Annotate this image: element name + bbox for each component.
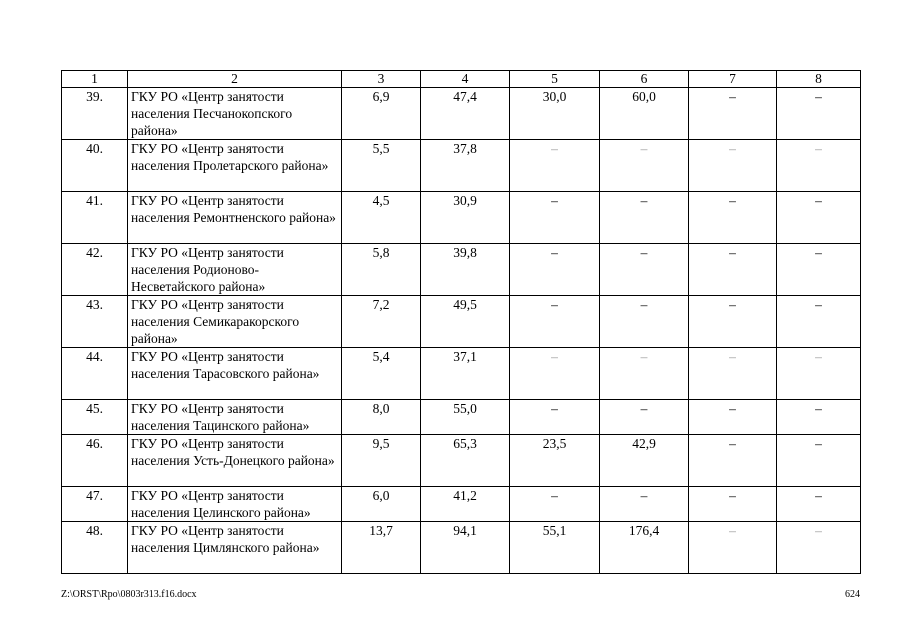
organization-name: ГКУ РО «Центр занятости населения Тарасовского района»	[128, 348, 342, 400]
cell-col3: 13,7	[342, 522, 421, 574]
cell-col5: 55,1	[510, 522, 600, 574]
cell-col4: 37,1	[421, 348, 510, 400]
cell-col7: –	[689, 296, 777, 348]
cell-col8: –	[777, 435, 861, 487]
cell-col8: –	[777, 522, 861, 574]
cell-col5: –	[510, 348, 600, 400]
cell-col3: 6,9	[342, 88, 421, 140]
cell-col4: 49,5	[421, 296, 510, 348]
table-row	[62, 522, 861, 574]
table-row	[62, 348, 861, 400]
cell-col3: 5,8	[342, 244, 421, 296]
table-row	[62, 400, 861, 435]
cell-col5: –	[510, 296, 600, 348]
row-number: 44.	[62, 348, 128, 400]
data-table	[61, 70, 861, 574]
organization-name: ГКУ РО «Центр занятости населения Тацинского района»	[128, 400, 342, 435]
column-header: 8	[777, 71, 861, 88]
cell-col3: 7,2	[342, 296, 421, 348]
organization-name: ГКУ РО «Центр занятости населения Песчанокопского района»	[128, 88, 342, 140]
table-row	[62, 140, 861, 192]
column-header: 4	[421, 71, 510, 88]
cell-col4: 94,1	[421, 522, 510, 574]
cell-col5: 30,0	[510, 88, 600, 140]
column-header: 5	[510, 71, 600, 88]
row-number: 47.	[62, 487, 128, 522]
cell-col6: –	[600, 140, 689, 192]
cell-col6: –	[600, 348, 689, 400]
cell-col6: –	[600, 296, 689, 348]
cell-col8: –	[777, 192, 861, 244]
cell-col6: –	[600, 400, 689, 435]
cell-col3: 5,5	[342, 140, 421, 192]
cell-col3: 4,5	[342, 192, 421, 244]
table-row	[62, 88, 861, 140]
row-number: 39.	[62, 88, 128, 140]
row-number: 43.	[62, 296, 128, 348]
cell-col6: –	[600, 192, 689, 244]
cell-col7: –	[689, 522, 777, 574]
cell-col4: 41,2	[421, 487, 510, 522]
organization-name: ГКУ РО «Центр занятости населения Семикаракорского района»	[128, 296, 342, 348]
cell-col7: –	[689, 400, 777, 435]
row-number: 48.	[62, 522, 128, 574]
cell-col6: –	[600, 487, 689, 522]
cell-col8: –	[777, 244, 861, 296]
page-number: 624	[845, 589, 860, 600]
row-number: 41.	[62, 192, 128, 244]
cell-col4: 37,8	[421, 140, 510, 192]
cell-col5: –	[510, 400, 600, 435]
row-number: 45.	[62, 400, 128, 435]
table-row	[62, 435, 861, 487]
cell-col4: 65,3	[421, 435, 510, 487]
cell-col7: –	[689, 435, 777, 487]
cell-col7: –	[689, 348, 777, 400]
cell-col7: –	[689, 88, 777, 140]
cell-col8: –	[777, 88, 861, 140]
cell-col6: 60,0	[600, 88, 689, 140]
cell-col5: 23,5	[510, 435, 600, 487]
cell-col6: –	[600, 244, 689, 296]
cell-col3: 8,0	[342, 400, 421, 435]
table-row	[62, 192, 861, 244]
row-number: 40.	[62, 140, 128, 192]
cell-col8: –	[777, 487, 861, 522]
cell-col8: –	[777, 400, 861, 435]
row-number: 42.	[62, 244, 128, 296]
cell-col4: 55,0	[421, 400, 510, 435]
table-row	[62, 296, 861, 348]
cell-col7: –	[689, 192, 777, 244]
cell-col5: –	[510, 244, 600, 296]
cell-col4: 30,9	[421, 192, 510, 244]
cell-col3: 5,4	[342, 348, 421, 400]
table-row	[62, 487, 861, 522]
cell-col5: –	[510, 140, 600, 192]
cell-col7: –	[689, 244, 777, 296]
cell-col8: –	[777, 348, 861, 400]
column-header: 7	[689, 71, 777, 88]
table-header-row	[62, 71, 861, 88]
row-number: 46.	[62, 435, 128, 487]
cell-col8: –	[777, 140, 861, 192]
organization-name: ГКУ РО «Центр занятости населения Усть-Донецкого района»	[128, 435, 342, 487]
organization-name: ГКУ РО «Центр занятости населения Родионово-Несветайского района»	[128, 244, 342, 296]
organization-name: ГКУ РО «Центр занятости населения Ремонтненского района»	[128, 192, 342, 244]
organization-name: ГКУ РО «Центр занятости населения Пролетарского района»	[128, 140, 342, 192]
cell-col4: 39,8	[421, 244, 510, 296]
column-header: 6	[600, 71, 689, 88]
organization-name: ГКУ РО «Центр занятости населения Цимлянского района»	[128, 522, 342, 574]
cell-col3: 9,5	[342, 435, 421, 487]
cell-col8: –	[777, 296, 861, 348]
cell-col5: –	[510, 192, 600, 244]
column-header: 3	[342, 71, 421, 88]
table-row	[62, 244, 861, 296]
column-header: 1	[62, 71, 128, 88]
cell-col3: 6,0	[342, 487, 421, 522]
cell-col7: –	[689, 487, 777, 522]
column-header: 2	[128, 71, 342, 88]
cell-col7: –	[689, 140, 777, 192]
cell-col5: –	[510, 487, 600, 522]
file-path-footer: Z:\ORST\Rpo\0803r313.f16.docx	[61, 589, 197, 600]
organization-name: ГКУ РО «Центр занятости населения Целинского района»	[128, 487, 342, 522]
cell-col6: 176,4	[600, 522, 689, 574]
cell-col4: 47,4	[421, 88, 510, 140]
cell-col6: 42,9	[600, 435, 689, 487]
